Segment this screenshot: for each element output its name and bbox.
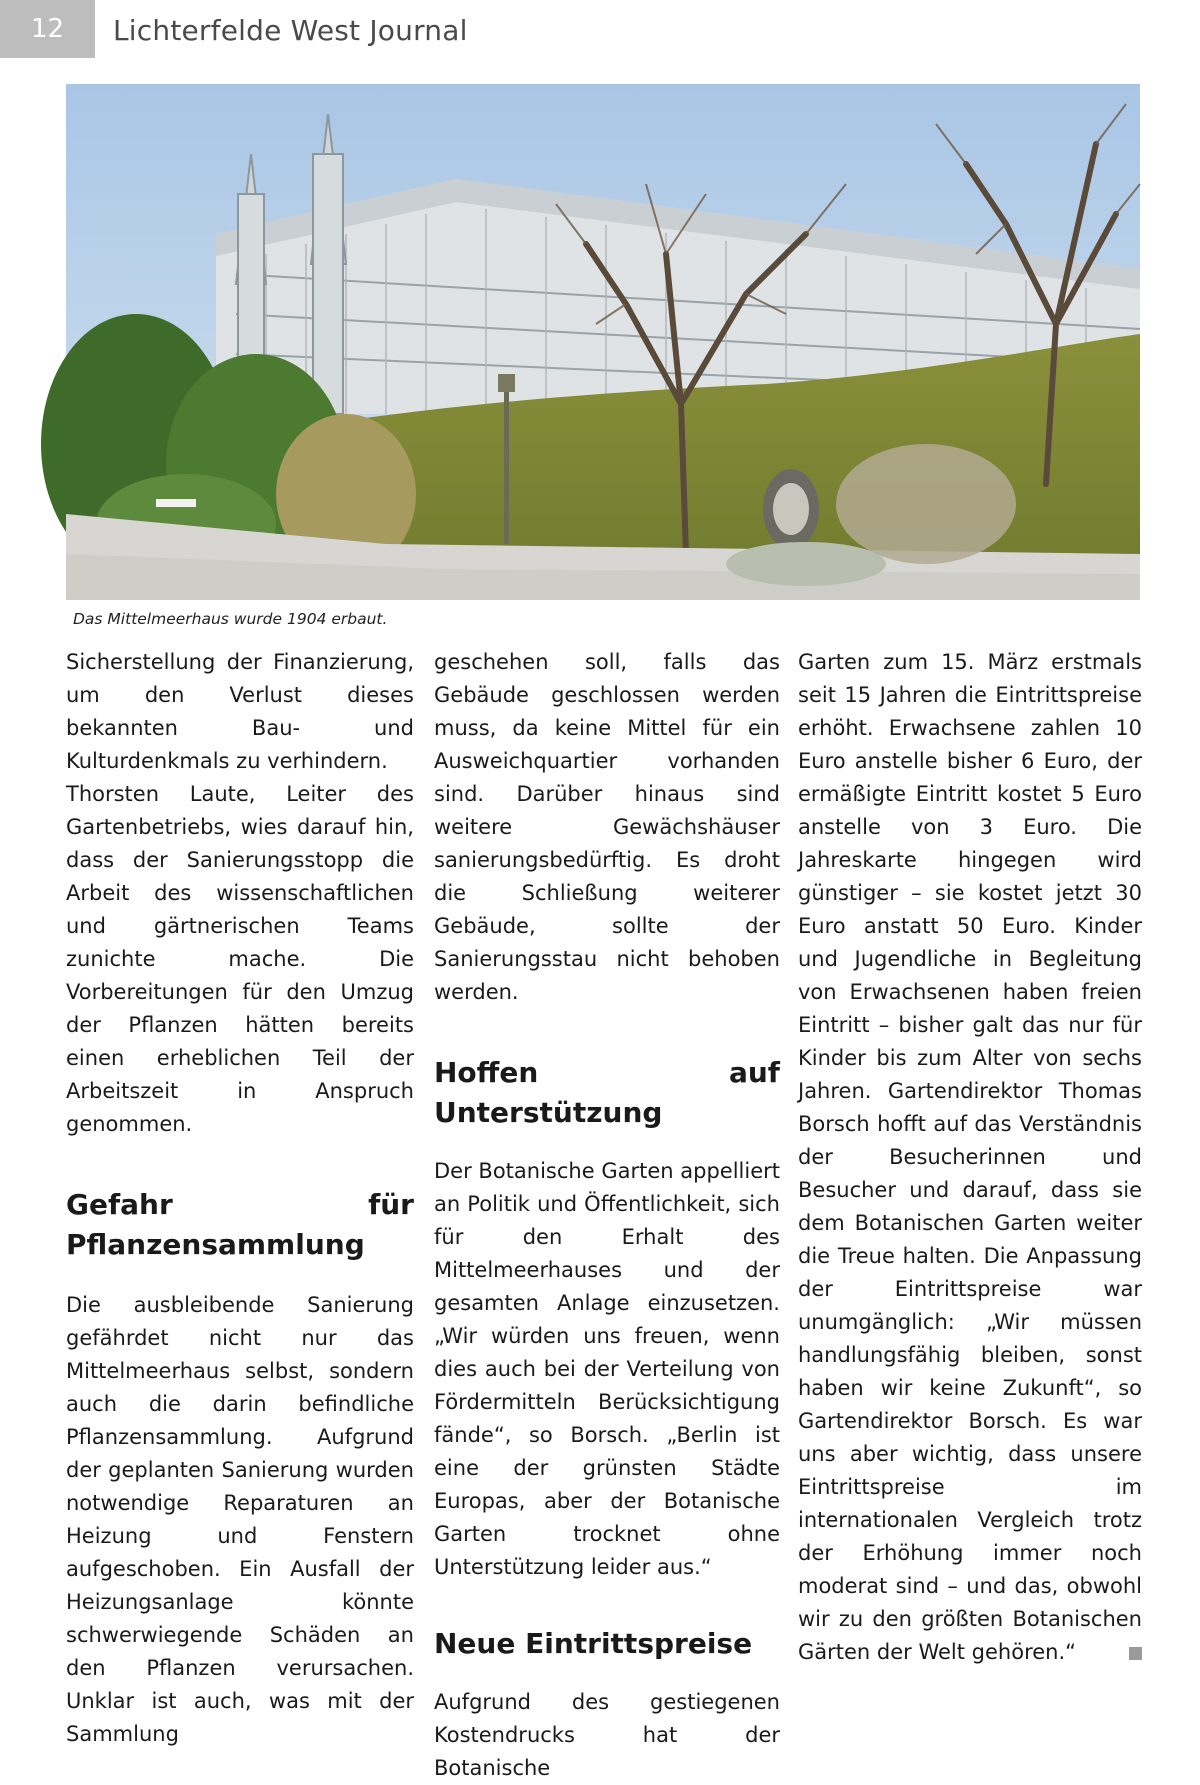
paragraph: Die ausbleibende Sanierung gefährdet nicht nur das Mittelmeerhaus selbst, sondern auch die darin befindliche Pflanzensammlung. Aufgrund der geplanten Sanierung wurden notwendige Reparaturen an Heizung und Fenstern aufgeschoben. Ein Ausfall der Heizungsanlage könnte schwerwiegende Schäden an den Pflanzen verursachen. Unklar ist auch, was mit der Sammlung	[66, 1293, 414, 1746]
paragraph: Sicherstellung der Finanzierung, um den Verlust dieses bekannten Bau- und Kulturdenkmals zu verhindern.	[66, 650, 414, 773]
end-of-article-icon	[1129, 1647, 1142, 1660]
photo-caption: Das Mittelmeerhaus wurde 1904 erbaut.	[73, 610, 388, 628]
article-column-2	[434, 646, 780, 1785]
section-heading: Neue Eintrittspreise	[434, 1627, 753, 1660]
article-photo	[66, 84, 1140, 600]
section-heading: Hoffen auf Unterstützung	[434, 1056, 780, 1129]
paragraph: Der Botanische Garten appelliert an Politik und Öffentlichkeit, sich für den Erhalt des Mittelmeerhauses und der gesamten Anlage einzusetzen. „Wir würden uns freuen, wenn dies auch bei der Verteilung von Fördermitteln Berücksichtigung fände“, so Borsch. „Berlin ist eine der grünsten Städte Europas, aber der Botanische Garten trocknet ohne Unterstützung leider aus.“	[434, 1159, 780, 1579]
article-column-3	[798, 646, 1142, 1669]
paragraph: Aufgrund des gestiegenen Kostendrucks hat der Botanische	[434, 1690, 780, 1780]
paragraph-text: Garten zum 15. März erstmals seit 15 Jahren die Eintrittspreise erhöht. Erwachsene zahlen 10 Euro anstelle bisher 6 Euro, der ermäßigte Eintritt kostet 5 Euro anstelle von 3 Euro. Die Jahreskarte hingegen wird günstiger – sie kostet jetzt 30 Euro anstatt 50 Euro. Kinder und Jugendliche in Begleitung von Erwachsenen haben freien Eintritt – bisher galt das nur für Kinder bis zum Alter von sechs Jahren. Gartendirektor Thomas Borsch hofft auf das Verständnis der Besucherinnen und Besucher und darauf, dass sie dem Botanischen Garten weiter die Treue halten. Die Anpassung der Eintrittspreise war unumgänglich: „Wir müssen handlungsfähig bleiben, sonst haben wir keine Zukunft“, so Gartendirektor Borsch. Es war uns aber wichtig, dass unsere Eintrittspreise im internationalen Vergleich trotz der Erhöhung immer noch moderat sind – und das, obwohl wir zu den größten Botanischen Gärten der Welt gehören.“	[798, 650, 1142, 1664]
paragraph	[798, 646, 1142, 1669]
journal-title: Lichterfelde West Journal	[113, 14, 468, 47]
paragraph: geschehen soll, falls das Gebäude geschlossen werden muss, da keine Mittel für ein Ausweichquartier vorhanden sind. Darüber hinaus sind weitere Gewächshäuser sanierungsbedürftig. Es droht die Schließung weiterer Gebäude, sollte der Sanierungsstau nicht behoben werden.	[434, 650, 780, 1004]
paragraph: Thorsten Laute, Leiter des Gartenbetriebs, wies darauf hin, dass der Sanierungsstopp die Arbeit des wissenschaftlichen und gärtnerischen Teams zunichte mache. Die Vorbereitungen für den Umzug der Pflanzen hätten bereits einen erheblichen Teil der Arbeitszeit in Anspruch genommen.	[66, 782, 414, 1136]
page-number: 12	[0, 0, 95, 58]
article-column-1	[66, 646, 414, 1751]
section-heading: Gefahr für Pflanzensammlung	[66, 1188, 414, 1261]
greenhouse-photo-illustration	[66, 84, 1140, 600]
